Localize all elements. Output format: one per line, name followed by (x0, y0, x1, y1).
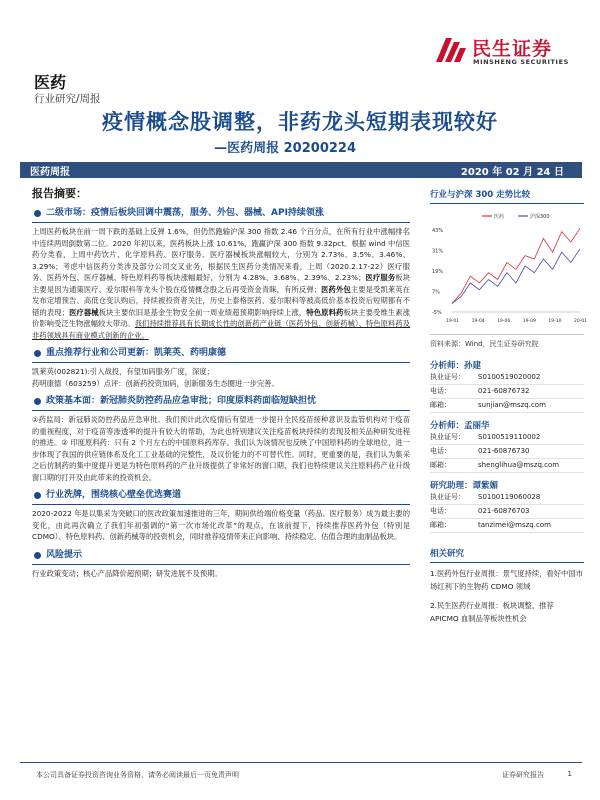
related-item: 2.民生医药行业周报：板块调整，推荐 APICMO 血制品等板块性机会 (430, 601, 554, 623)
brand-logo (432, 32, 582, 70)
analyst-contact-row (430, 505, 584, 519)
report-banner (20, 162, 582, 178)
contact-value: S0100519020002 (478, 373, 541, 381)
contact-key: 执业证号： (430, 433, 465, 441)
footer-label: 证券研究报告 (502, 771, 544, 779)
section-paragraph: 凯莱英(002821):引入战投，有望加码服务广度，深度； 药明康德（603259）点评：创新药投资加码，创新服务生态圈进一步完善。 (32, 367, 279, 388)
y-tick-label: 31% (432, 248, 444, 255)
contact-value: 021-60876703 (478, 507, 530, 515)
section-heading: 重点推荐行业和公司更新：凯莱英、药明康德 (32, 347, 410, 360)
analyst-contact-row (430, 399, 584, 413)
y-tick-label: -5% (432, 310, 442, 316)
contact-key: 邮箱： (430, 521, 451, 529)
analyst-list (430, 359, 584, 533)
section-heading: 二级市场：疫情后板块回调中震荡，服务、外包、器械、API持续领涨 (32, 207, 410, 220)
analyst-contact-row (430, 491, 584, 505)
report-subtitle: —医药周报 20200224 (214, 141, 356, 156)
section-paragraph: 行业政策变动；核心产品降价超预期；研发进展不及预期。 (32, 568, 222, 578)
summary-heading: 报告摘要： (32, 187, 87, 200)
divider (32, 222, 410, 223)
y-tick-label: 43% (432, 228, 444, 234)
contact-value: 021-60876732 (478, 387, 530, 395)
divider (32, 362, 410, 363)
analyst-name: 研究助理：谭紫媚 (430, 481, 499, 491)
related-heading: 相关研究 (430, 547, 584, 563)
analyst-contact-row (430, 431, 584, 445)
footer-disclaimer: 本公司具备证券投资咨询业务资格，请务必阅读最后一页免责声明 (36, 771, 239, 779)
analyst-contact-row (430, 519, 584, 533)
divider (32, 564, 410, 565)
y-tick-label: 7% (432, 289, 440, 296)
divider (32, 504, 410, 505)
x-tick-label: 19-09 (522, 319, 536, 324)
section-heading: 风险提示 (32, 549, 410, 562)
trend-chart (430, 208, 588, 330)
contact-value: S0100519110002 (478, 433, 541, 441)
contact-key: 邮箱： (430, 461, 451, 469)
sidebar (430, 188, 588, 631)
analyst-contact-row (430, 385, 584, 399)
contact-value: 021-60876730 (478, 447, 530, 455)
section-heading: 政策基本面：新冠肺炎防控药品应急审批；印度原料药面临短缺担忧 (32, 395, 410, 408)
section-paragraph: 上周医药板块在前一周下跌的基础上反弹 1.6%，但仍然跑输沪深 300 指数 2.46 个百分点，在所有行业中涨幅排名中连续两周倒数第二位。2020 年初以来，医药板块上涨 10.61%，跑赢沪深 300 指数 9.32pct。根据 wind 中信医药分类看，上周中药饮片、化学原料药、医疗服务、医疗器械板块涨幅较大，分别为 2.73%、3.5%、3.46%、3.29%；考虑中信医药分类涉及部分公司交叉业务，根据民生医药分类情况来看，上周（2020.2.17-22）医疗服务、医药外包、医疗器械、特色原料药等板块涨幅最好，分别为 4.28%、3.68%、2.39%、2.23%；医疗服务板块主要是因为通策医疗、爱尔眼科等龙头个股在疫情概念股之后再受资金青睐，有所反弹；医药外包主要是受凯莱英在发布定增预告、高低仓变认购后，持续被投资者关注，历史上泰格医药、爱尔眼科等被高低价基本投资后短期都有不错的表现；医疗器械板块主要依旧是基金生物安全前一周业绩超预期影响持续上涨，特色原料药板块主要受维生素涨价影响受泛生物涨幅较大带动。我们持续推荐具有长期成长性的创新药产业链（医药外包、创新药械）、特色原料药及非药领域具有商业模式创新的企业。 (32, 227, 411, 340)
section-paragraph: ①药监局：新冠肺炎防控药品应急审批。我们预计此次疫情后有望进一步提升全民疫苗接种意识及监管机构对于疫苗的重视程度，对于疫苗等渗透率的提升有较大的帮助，为此也特别建议关注疫苗板块持续的表现及相关品种研发进程的推进。② 印度原料药：只有 2 个月左右的中国原料药库存。我们认为该情况也反映了中国原料药的全球地位，进一步体现了我国的供应链体系及化工工业基础的完整性，及议价能力的不可替代性。同时，更重要的是，我们认为集采之后仿制药的集中度提升更是为特色原料药的产业升级提供了非常好的窗口期，我们也特续建议关注原料药产业升级窗口期的打开及由此带来的投资机会。 (32, 415, 410, 482)
legend-label: 医药 (494, 214, 505, 220)
legend-label: 沪深300 (530, 214, 550, 220)
trend-chart-svg (430, 208, 588, 330)
x-tick-label: 20-01 (574, 319, 588, 324)
contact-value: tanzimei@mszq.com (478, 521, 551, 529)
industry-label: 医药 (34, 73, 67, 92)
chart-source: 资料来源：Wind，民生证券研究院 (430, 334, 584, 349)
divider (32, 410, 410, 411)
banner-label: 医药周报 (30, 167, 70, 178)
related-list (430, 567, 584, 625)
analyst-contact-row (430, 445, 584, 459)
analyst-name: 分析师：孟丽华 (430, 421, 490, 431)
chart-heading: 行业与沪深 300 走势比较 (430, 188, 584, 204)
analyst-name: 分析师：孙建 (430, 361, 482, 371)
brand-name-cn: 民生证券 (472, 38, 553, 60)
contact-key: 执业证号： (430, 373, 465, 381)
brand-name-en: MINSHENG SECURITIES (473, 58, 569, 66)
x-tick-label: 19-10 (548, 319, 562, 324)
contact-key: 电话： (430, 387, 451, 395)
contact-value: S0100119060028 (478, 493, 541, 501)
contact-key: 电话： (430, 447, 451, 455)
report-title: 疫情概念股调整，非药龙头短期表现较好 (102, 110, 498, 134)
section-heading: 行业洗牌，围绕核心壁垒优选赛道 (32, 489, 410, 502)
contact-value: shenglihua@mszq.com (478, 461, 560, 469)
section-paragraph: 2020-2022 年是以集采为突破口的医改政策加速推进的三年，期间供给端价格变量（药品、医疗服务）成为最主要的变化，由此再次确立了我们年初强调的“第一次市场化改革”的观点，在该前提下，持续推荐医药外包（特别是 CDMO）、特色原料药、创新药械等的投资机会，同时推荐疫情带来正向影响、持续稳定、估值合理的血制品板块。 (32, 509, 410, 541)
contact-key: 电话： (430, 507, 451, 515)
related-item: 1.医药外包行业周报：景气度持续，看好中国市场红利下的生物药 CDMO 领域 (430, 569, 583, 591)
page-footer (20, 762, 582, 779)
x-tick-label: 19-04 (471, 319, 485, 324)
banner-date: 2020 年 02 月 24 日 (460, 167, 564, 178)
contact-value: sunjian@mszq.com (478, 401, 546, 409)
summary-column (32, 185, 410, 585)
series-line (452, 228, 580, 303)
report-type: 行业研究/周报 (34, 93, 101, 105)
x-tick-label: 19-06 (497, 319, 511, 324)
y-tick-label: 19% (432, 269, 444, 275)
analyst-contact-row (430, 371, 584, 385)
series-line (452, 249, 580, 304)
minsheng-logo-icon (432, 32, 468, 68)
page-number: 1 (567, 770, 572, 778)
contact-key: 邮箱： (430, 401, 451, 409)
analyst-contact-row (430, 459, 584, 473)
x-tick-label: 19-01 (446, 319, 460, 324)
contact-key: 执业证号： (430, 493, 465, 501)
